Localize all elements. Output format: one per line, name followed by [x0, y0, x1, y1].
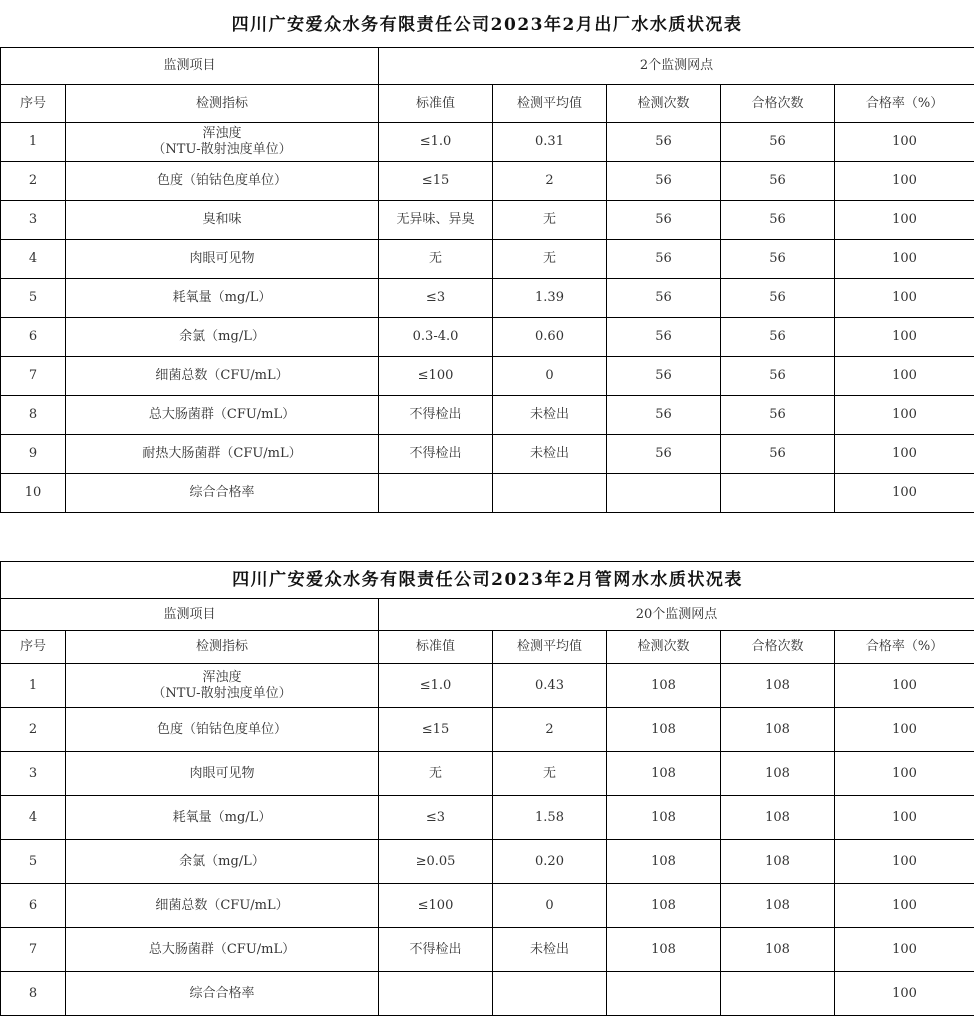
average-value [493, 972, 607, 1016]
pass-count: 56 [721, 279, 835, 318]
table-row [1, 928, 974, 972]
table-row [1, 279, 974, 318]
group-monitoring-items: 监测项目 [1, 599, 379, 631]
column-header-row [1, 85, 974, 123]
standard-value: ≤100 [379, 357, 493, 396]
table-row [1, 240, 974, 279]
test-count: 56 [607, 435, 721, 474]
pass-rate: 100 [835, 752, 974, 796]
indicator-cell: 总大肠菌群（CFU/mL） [66, 396, 379, 435]
test-count: 56 [607, 357, 721, 396]
indicator-cell: 综合合格率 [66, 972, 379, 1016]
row-number: 9 [1, 435, 66, 474]
col-header-no: 序号 [1, 631, 66, 664]
average-value: 0.31 [493, 123, 607, 162]
pass-count: 56 [721, 435, 835, 474]
row-number: 3 [1, 752, 66, 796]
pass-rate: 100 [835, 435, 974, 474]
test-count [607, 972, 721, 1016]
indicator-cell: 细菌总数（CFU/mL） [66, 884, 379, 928]
average-value: 未检出 [493, 928, 607, 972]
pass-rate: 100 [835, 708, 974, 752]
pass-count: 56 [721, 357, 835, 396]
pass-count: 56 [721, 240, 835, 279]
indicator-cell [66, 123, 379, 162]
average-value: 1.58 [493, 796, 607, 840]
col-header-tests: 检测次数 [607, 85, 721, 123]
table-row [1, 162, 974, 201]
standard-value: ≤15 [379, 708, 493, 752]
table-row [1, 318, 974, 357]
test-count: 108 [607, 840, 721, 884]
average-value: 未检出 [493, 435, 607, 474]
pipe-network-water-quality-table [0, 561, 974, 1016]
row-number: 7 [1, 357, 66, 396]
table-row [1, 357, 974, 396]
pass-rate: 100 [835, 928, 974, 972]
row-number: 6 [1, 884, 66, 928]
average-value: 无 [493, 752, 607, 796]
standard-value [379, 474, 493, 513]
table-row [1, 884, 974, 928]
test-count [607, 474, 721, 513]
row-number: 4 [1, 240, 66, 279]
average-value: 0.43 [493, 664, 607, 708]
pass-count: 108 [721, 884, 835, 928]
standard-value: ≤100 [379, 884, 493, 928]
indicator-cell: 细菌总数（CFU/mL） [66, 357, 379, 396]
average-value: 2 [493, 162, 607, 201]
group-monitoring-points: 2个监测网点 [379, 48, 974, 85]
pass-rate: 100 [835, 972, 974, 1016]
standard-value: ≤3 [379, 796, 493, 840]
average-value: 0 [493, 884, 607, 928]
pass-count: 108 [721, 928, 835, 972]
row-number: 5 [1, 279, 66, 318]
group-header-row [1, 48, 974, 85]
test-count: 108 [607, 796, 721, 840]
row-number: 10 [1, 474, 66, 513]
pass-rate: 100 [835, 840, 974, 884]
pass-rate: 100 [835, 240, 974, 279]
row-number: 8 [1, 972, 66, 1016]
pass-count: 56 [721, 396, 835, 435]
standard-value: 无异味、异臭 [379, 201, 493, 240]
indicator-cell: 耗氧量（mg/L） [66, 796, 379, 840]
test-count: 108 [607, 708, 721, 752]
indicator-cell: 综合合格率 [66, 474, 379, 513]
col-header-rate: 合格率（%） [835, 85, 974, 123]
average-value: 无 [493, 201, 607, 240]
test-count: 56 [607, 123, 721, 162]
test-count: 108 [607, 752, 721, 796]
table1-title: 四川广安爱众水务有限责任公司2023年2月出厂水水质状况表 [231, 15, 743, 35]
col-header-passed: 合格次数 [721, 85, 835, 123]
standard-value [379, 972, 493, 1016]
test-count: 56 [607, 240, 721, 279]
col-header-average: 检测平均值 [493, 631, 607, 664]
title-row [1, 562, 974, 599]
average-value: 0.20 [493, 840, 607, 884]
pass-rate: 100 [835, 201, 974, 240]
pass-count: 108 [721, 708, 835, 752]
pass-rate: 100 [835, 664, 974, 708]
pass-count [721, 972, 835, 1016]
pass-count [721, 474, 835, 513]
factory-water-quality-table [0, 47, 974, 513]
test-count: 108 [607, 928, 721, 972]
test-count: 56 [607, 318, 721, 357]
col-header-standard: 标准值 [379, 631, 493, 664]
table-row [1, 435, 974, 474]
row-number: 4 [1, 796, 66, 840]
standard-value: 无 [379, 240, 493, 279]
pass-count: 108 [721, 752, 835, 796]
table-row [1, 396, 974, 435]
row-number: 1 [1, 664, 66, 708]
test-count: 108 [607, 884, 721, 928]
average-value: 未检出 [493, 396, 607, 435]
col-header-rate: 合格率（%） [835, 631, 974, 664]
pass-rate: 100 [835, 162, 974, 201]
col-header-passed: 合格次数 [721, 631, 835, 664]
average-value [493, 474, 607, 513]
average-value: 0 [493, 357, 607, 396]
indicator-name: 浑浊度 [202, 126, 242, 141]
standard-value: 不得检出 [379, 435, 493, 474]
pass-rate: 100 [835, 123, 974, 162]
indicator-cell [66, 664, 379, 708]
col-header-indicator: 检测指标 [66, 631, 379, 664]
pass-count: 56 [721, 318, 835, 357]
pass-count: 56 [721, 162, 835, 201]
indicator-cell: 耗氧量（mg/L） [66, 279, 379, 318]
pass-count: 56 [721, 201, 835, 240]
average-value: 2 [493, 708, 607, 752]
standard-value: ≥0.05 [379, 840, 493, 884]
standard-value: 不得检出 [379, 928, 493, 972]
indicator-cell: 余氯（mg/L） [66, 840, 379, 884]
col-header-no: 序号 [1, 85, 66, 123]
row-number: 3 [1, 201, 66, 240]
indicator-cell: 臭和味 [66, 201, 379, 240]
row-number: 8 [1, 396, 66, 435]
indicator-cell: 肉眼可见物 [66, 240, 379, 279]
table-row [1, 201, 974, 240]
row-number: 2 [1, 162, 66, 201]
pass-rate: 100 [835, 796, 974, 840]
standard-value: ≤1.0 [379, 123, 493, 162]
indicator-cell: 色度（铂钴色度单位） [66, 708, 379, 752]
group-monitoring-items: 监测项目 [1, 48, 379, 85]
table-row [1, 664, 974, 708]
pass-count: 108 [721, 664, 835, 708]
test-count: 56 [607, 162, 721, 201]
indicator-unit: （NTU-散射浊度单位） [152, 685, 292, 701]
row-number: 2 [1, 708, 66, 752]
group-header-row [1, 599, 974, 631]
indicator-cell: 总大肠菌群（CFU/mL） [66, 928, 379, 972]
row-number: 7 [1, 928, 66, 972]
standard-value: ≤1.0 [379, 664, 493, 708]
standard-value: ≤3 [379, 279, 493, 318]
standard-value: 不得检出 [379, 396, 493, 435]
pass-count: 108 [721, 796, 835, 840]
col-header-average: 检测平均值 [493, 85, 607, 123]
test-count: 56 [607, 279, 721, 318]
pass-rate: 100 [835, 318, 974, 357]
test-count: 56 [607, 201, 721, 240]
row-number: 6 [1, 318, 66, 357]
table2-title: 四川广安爱众水务有限责任公司2023年2月管网水水质状况表 [1, 562, 974, 599]
average-value: 1.39 [493, 279, 607, 318]
standard-value: 无 [379, 752, 493, 796]
average-value: 无 [493, 240, 607, 279]
pass-rate: 100 [835, 357, 974, 396]
table-row [1, 840, 974, 884]
pass-count: 108 [721, 840, 835, 884]
row-number: 1 [1, 123, 66, 162]
table-row [1, 708, 974, 752]
table-row [1, 972, 974, 1016]
indicator-cell: 色度（铂钴色度单位） [66, 162, 379, 201]
col-header-standard: 标准值 [379, 85, 493, 123]
col-header-indicator: 检测指标 [66, 85, 379, 123]
pass-rate: 100 [835, 884, 974, 928]
table-row [1, 474, 974, 513]
group-monitoring-points: 20个监测网点 [379, 599, 974, 631]
indicator-name: 浑浊度 [202, 669, 242, 685]
indicator-cell: 耐热大肠菌群（CFU/mL） [66, 435, 379, 474]
average-value: 0.60 [493, 318, 607, 357]
indicator-cell: 余氯（mg/L） [66, 318, 379, 357]
pass-rate: 100 [835, 474, 974, 513]
pass-count: 56 [721, 123, 835, 162]
col-header-tests: 检测次数 [607, 631, 721, 664]
table-row [1, 123, 974, 162]
test-count: 108 [607, 664, 721, 708]
standard-value: ≤15 [379, 162, 493, 201]
indicator-unit: （NTU-散射浊度单位） [152, 142, 292, 157]
indicator-cell: 肉眼可见物 [66, 752, 379, 796]
table-row [1, 752, 974, 796]
standard-value: 0.3-4.0 [379, 318, 493, 357]
pass-rate: 100 [835, 279, 974, 318]
pass-rate: 100 [835, 396, 974, 435]
column-header-row [1, 631, 974, 664]
test-count: 56 [607, 396, 721, 435]
table-row [1, 796, 974, 840]
row-number: 5 [1, 840, 66, 884]
